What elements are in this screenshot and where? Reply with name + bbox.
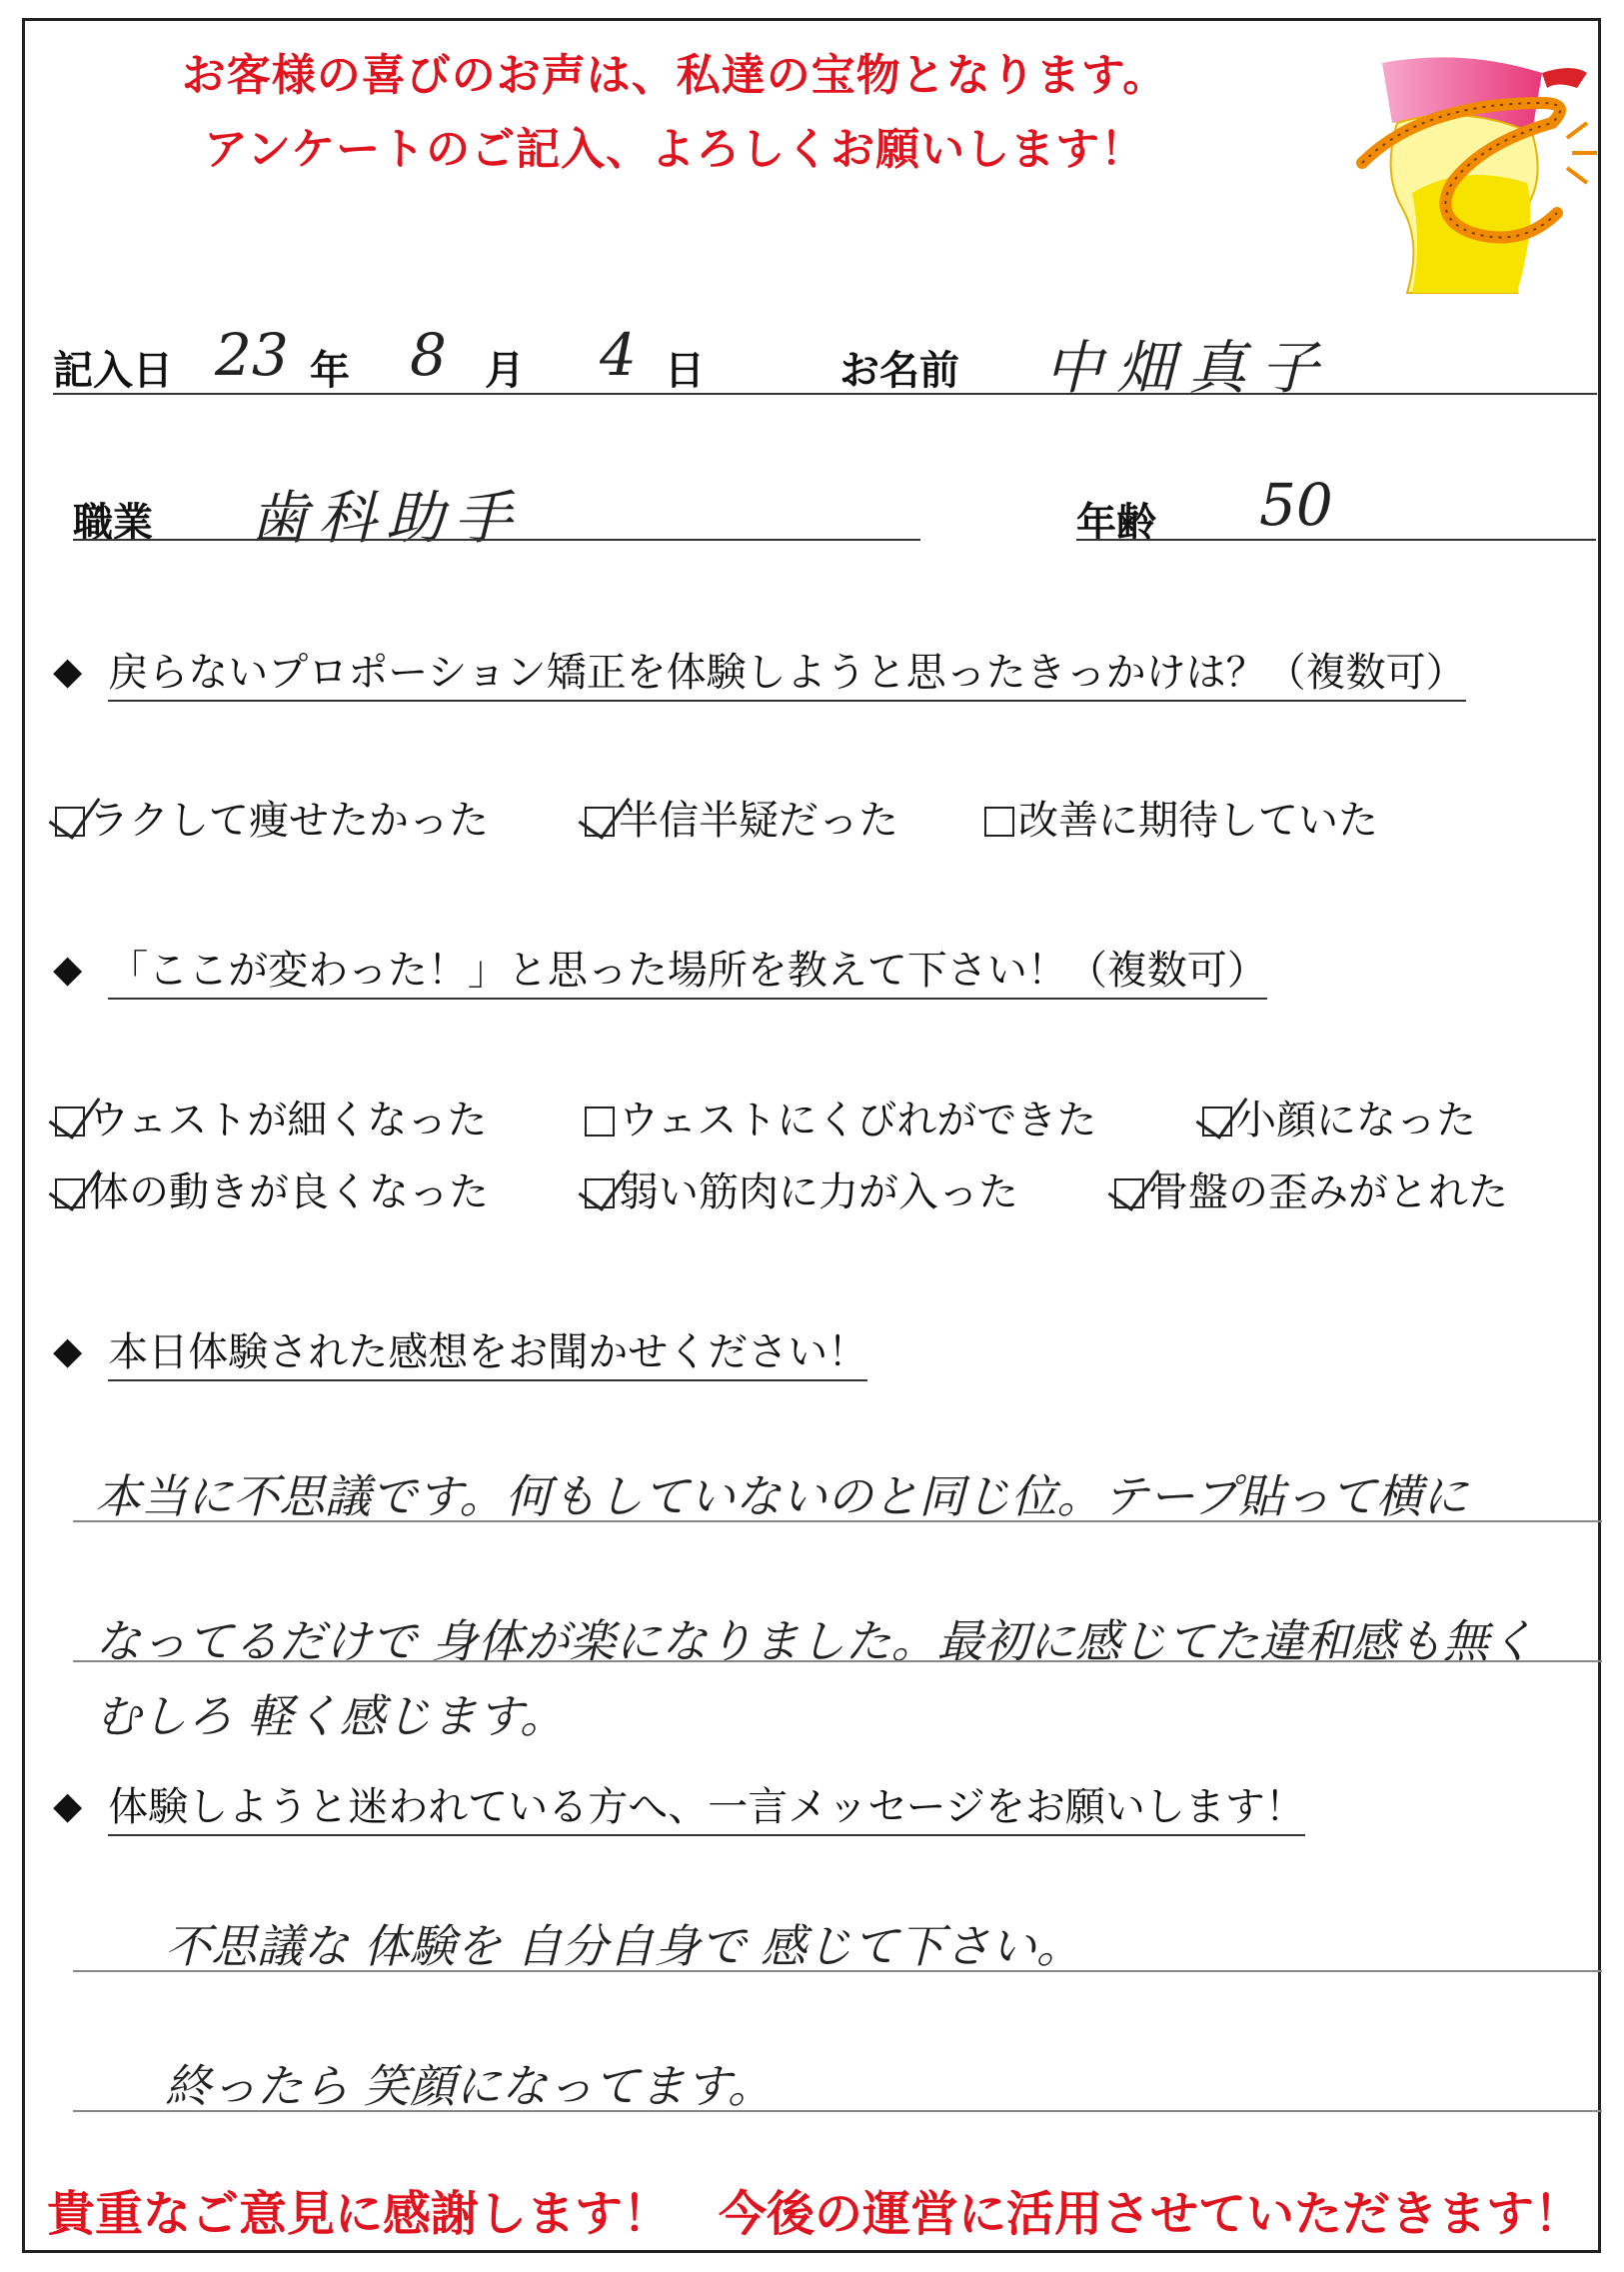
checkbox-checked-icon[interactable] — [585, 1178, 615, 1208]
ruled-line — [73, 1660, 1602, 1662]
checkbox-checked-icon[interactable] — [1114, 1178, 1144, 1208]
question-1 — [53, 641, 1466, 698]
age-underline — [1076, 539, 1596, 541]
q3-answer-line-1: 本当に不思議です。何もしていないのと同じ位。テープ貼って横に — [95, 1469, 1469, 1523]
year-value: 23 — [215, 321, 289, 389]
year-label: 年 — [310, 348, 350, 394]
checkbox-checked-icon[interactable] — [55, 1178, 85, 1208]
ruled-line — [73, 1970, 1602, 1972]
q1-option-1[interactable]: ラクして痩せたかった — [55, 789, 489, 846]
ruled-line — [73, 1520, 1602, 1522]
ruled-line — [73, 2110, 1602, 2112]
diamond-bullet-icon: ◆ — [53, 1783, 83, 1827]
q2-option-3[interactable]: 小顔になった — [1202, 1089, 1476, 1145]
question-3-text: 本日体験された感想をお聞かせください！ — [108, 1329, 867, 1381]
checkbox-icon[interactable] — [984, 807, 1014, 837]
q4-answer-line-1: 不思議な 体験を 自分自身で 感じて下さい。 — [165, 1919, 1082, 1973]
checkbox-checked-icon[interactable] — [1202, 1107, 1232, 1136]
age-label: 年齢 — [1076, 500, 1156, 546]
checkbox-checked-icon[interactable] — [55, 1107, 85, 1136]
checkbox-checked-icon[interactable] — [55, 807, 85, 837]
month-label: 月 — [485, 348, 525, 394]
q2-option-4[interactable]: 体の動きが良くなった — [55, 1160, 489, 1217]
job-underline — [73, 539, 920, 541]
q2-option-6[interactable]: 骨盤の歪みがとれた — [1114, 1160, 1508, 1217]
q4-answer-line-2: 終ったら 笑顔になってます。 — [165, 2059, 774, 2113]
survey-sheet — [22, 18, 1601, 2253]
checkbox-checked-icon[interactable] — [585, 807, 615, 837]
question-3 — [53, 1320, 867, 1377]
date-name-underline — [53, 393, 1597, 395]
question-2 — [53, 939, 1267, 996]
q1-option-2[interactable]: 半信半疑だった — [585, 789, 898, 846]
question-4 — [53, 1775, 1305, 1832]
day-label: 日 — [665, 348, 705, 394]
q3-answer-line-2: なってるだけで 身体が楽になりました。最初に感じてた違和感も無く — [95, 1614, 1535, 1668]
diamond-bullet-icon: ◆ — [53, 947, 83, 991]
question-4-text: 体験しようと迷われている方へ、一言メッセージをお願いします！ — [108, 1784, 1305, 1836]
q2-option-5[interactable]: 弱い筋肉に力が入った — [585, 1160, 1018, 1217]
age-value: 50 — [1259, 471, 1333, 539]
checkbox-icon[interactable] — [585, 1107, 615, 1136]
q1-option-3[interactable]: 改善に期待していた — [984, 789, 1378, 846]
header-line-2: アンケートのご記入、よろしくお願いします！ — [203, 124, 1146, 175]
waist-measuring-tape-icon — [1342, 43, 1602, 313]
job-label: 職業 — [73, 500, 153, 546]
name-value: 中畑真子 — [1044, 334, 1333, 402]
day-value: 4 — [600, 321, 637, 389]
question-1-text: 戻らないプロポーション矯正を体験しようと思ったきっかけは？（複数可） — [108, 650, 1465, 702]
q2-option-1[interactable]: ウェストが細くなった — [55, 1089, 487, 1145]
diamond-bullet-icon: ◆ — [53, 1328, 83, 1372]
job-value: 歯科助手 — [250, 484, 523, 552]
header-line-1: お客様の喜びのお声は、私達の宝物となります。 — [181, 50, 1168, 101]
footer-thanks: 貴重なご意見に感謝します！ 今後の運営に活用させていただきます！ — [46, 2186, 1582, 2242]
name-label: お名前 — [839, 348, 959, 394]
q2-option-2[interactable]: ウェストにくびれができた — [585, 1089, 1096, 1145]
diamond-bullet-icon: ◆ — [53, 649, 83, 693]
q3-answer-line-3: むしろ 軽く感じます。 — [95, 1689, 566, 1743]
question-2-text: 「ここが変わった！」と思った場所を教えて下さい！（複数可） — [108, 948, 1267, 1000]
month-value: 8 — [410, 321, 447, 389]
date-label: 記入日 — [53, 348, 173, 394]
